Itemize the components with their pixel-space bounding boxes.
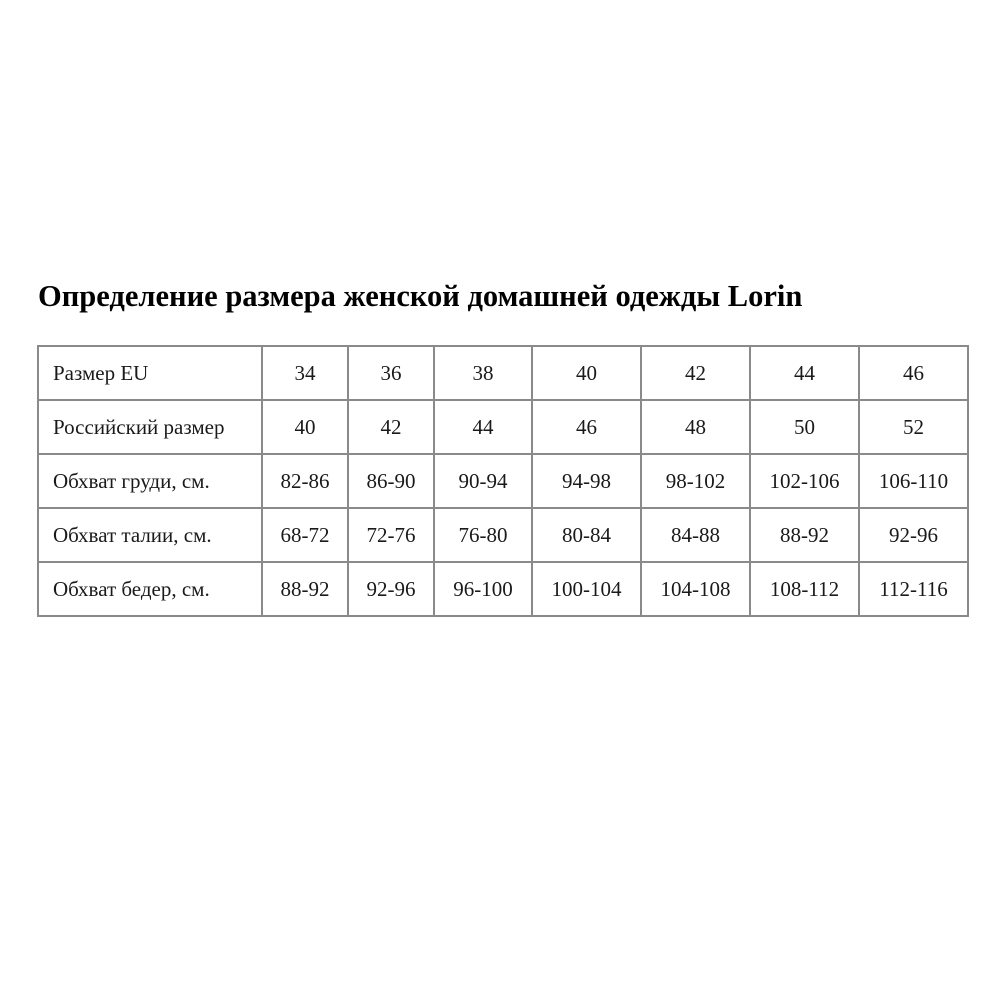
table-cell: 44 bbox=[750, 346, 859, 400]
table-cell: 40 bbox=[532, 346, 641, 400]
table-cell: 92-96 bbox=[859, 508, 968, 562]
table-row-hips bbox=[38, 562, 968, 616]
table-cell: 96-100 bbox=[434, 562, 532, 616]
table-cell: 84-88 bbox=[641, 508, 750, 562]
table-cell: 106-110 bbox=[859, 454, 968, 508]
table-cell: 100-104 bbox=[532, 562, 641, 616]
table-cell: 72-76 bbox=[348, 508, 434, 562]
row-label: Обхват бедер, см. bbox=[38, 562, 262, 616]
table-cell: 94-98 bbox=[532, 454, 641, 508]
table-row-chest bbox=[38, 454, 968, 508]
row-label: Российский размер bbox=[38, 400, 262, 454]
table-cell: 36 bbox=[348, 346, 434, 400]
table-cell: 102-106 bbox=[750, 454, 859, 508]
table-cell: 98-102 bbox=[641, 454, 750, 508]
table-cell: 44 bbox=[434, 400, 532, 454]
table-cell: 34 bbox=[262, 346, 348, 400]
table-cell: 82-86 bbox=[262, 454, 348, 508]
table-cell: 80-84 bbox=[532, 508, 641, 562]
table-cell: 86-90 bbox=[348, 454, 434, 508]
table-cell: 42 bbox=[348, 400, 434, 454]
page-title: Определение размера женской домашней одежды Lorin bbox=[38, 279, 803, 313]
table-cell: 108-112 bbox=[750, 562, 859, 616]
table-row-size-eu bbox=[38, 346, 968, 400]
table-cell: 42 bbox=[641, 346, 750, 400]
row-label: Размер EU bbox=[38, 346, 262, 400]
table-cell: 46 bbox=[532, 400, 641, 454]
table-cell: 38 bbox=[434, 346, 532, 400]
table-cell: 88-92 bbox=[262, 562, 348, 616]
table-cell: 40 bbox=[262, 400, 348, 454]
table-cell: 104-108 bbox=[641, 562, 750, 616]
table-cell: 90-94 bbox=[434, 454, 532, 508]
size-chart-table bbox=[37, 345, 969, 617]
row-label: Обхват груди, см. bbox=[38, 454, 262, 508]
table-cell: 112-116 bbox=[859, 562, 968, 616]
row-label: Обхват талии, см. bbox=[38, 508, 262, 562]
table-cell: 68-72 bbox=[262, 508, 348, 562]
table-cell: 46 bbox=[859, 346, 968, 400]
table-cell: 52 bbox=[859, 400, 968, 454]
table-cell: 76-80 bbox=[434, 508, 532, 562]
table-row-russian-size bbox=[38, 400, 968, 454]
table-cell: 92-96 bbox=[348, 562, 434, 616]
table-cell: 50 bbox=[750, 400, 859, 454]
table-cell: 48 bbox=[641, 400, 750, 454]
table-row-waist bbox=[38, 508, 968, 562]
table-cell: 88-92 bbox=[750, 508, 859, 562]
